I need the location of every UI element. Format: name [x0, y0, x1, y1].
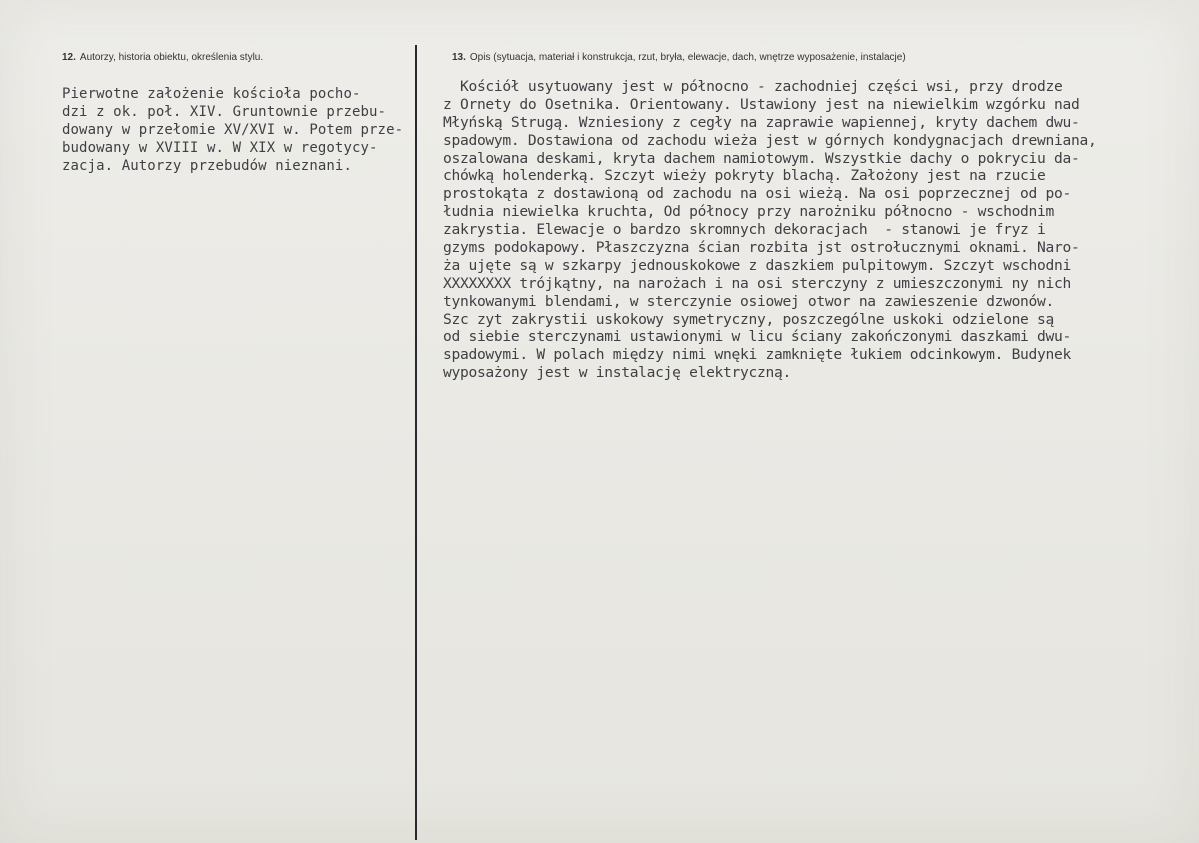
text-line: zakrystia. Elewacje o bardzo skromnych dekoracjach - stanowi je fryz i	[443, 221, 1046, 239]
text-line: prostokąta z dostawioną od zachodu na osi wieżą. Na osi poprzecznej od po-	[443, 185, 1071, 203]
text-line: dzi z ok. poł. XIV. Gruntownie przebu-	[62, 103, 387, 120]
section-12-title: Autorzy, historia obiektu, określenia stylu.	[79, 52, 264, 63]
text-line: wyposażony jest w instalację elektryczną.	[443, 364, 791, 382]
text-line: z Ornety do Osetnika. Orientowany. Ustawiony jest na niewielkim wzgórku nad	[443, 95, 1080, 113]
column-divider	[415, 45, 417, 840]
text-line: łudnia niewielka kruchta, Od północy przy narożniku północno - wschodnim	[443, 203, 1055, 221]
text-line: Kościół usytuowany jest w północno - zachodniej części wsi, przy drodze	[443, 78, 1063, 95]
section-12-text	[62, 86, 403, 175]
text-line: zacja. Autorzy przebudów nieznani.	[62, 157, 352, 174]
section-13-title: Opis (sytuacja, materiał i konstrukcja, rzut, bryła, elewacje, dach, wnętrze wyposażenie, instalacje)	[469, 52, 906, 63]
text-line: spadowym. Dostawiona od zachodu wieża jest w górnych kondygnacjach drewniana,	[443, 131, 1097, 149]
text-line: tynkowanymi blendami, w sterczynie osiowej otwor na zawieszenie dzwonów.	[443, 292, 1055, 310]
text-line: dowany w przełomie XV/XVI w. Potem prze-	[62, 121, 404, 138]
text-line: oszalowana deskami, kryta dachem namiotowym. Wszystkie dachy o pokryciu da-	[443, 149, 1080, 167]
text-line: od siebie sterczynami ustawionymi w licu ściany zakończonymi daszkami dwu-	[443, 328, 1071, 346]
section-13-heading	[452, 52, 906, 63]
text-line: budowany w XVIII w. W XIX w regotycy-	[62, 139, 378, 156]
text-line: gzyms podokapowy. Płaszczyzna ścian rozbita jst ostrołucznymi oknami. Naro-	[443, 239, 1080, 257]
section-13-text	[443, 78, 1096, 382]
text-line: Szc zyt zakrystii uskokowy symetryczny, poszczególne uskoki odzielone są	[443, 310, 1055, 328]
section-12-heading	[62, 52, 263, 63]
text-line: Pierwotne założenie kościoła pocho-	[62, 86, 361, 102]
text-line: XXXXXXXX trójkątny, na narożach i na osi sterczyny z umieszczonymi ny nich	[443, 274, 1071, 292]
text-line: spadowymi. W polach między nimi wnęki zamknięte łukiem odcinkowym. Budynek	[443, 346, 1071, 364]
text-line: ża ujęte są w szkarpy jednouskokowe z daszkiem pulpitowym. Szczyt wschodni	[443, 256, 1071, 274]
text-line: Młyńską Strugą. Wzniesiony z cegły na zaprawie wapiennej, kryty dachem dwu-	[443, 113, 1080, 131]
section-12-number: 12.	[62, 52, 76, 63]
text-line: chówką holenderką. Szczyt wieży pokryty blachą. Założony jest na rzucie	[443, 167, 1046, 185]
section-13-number: 13.	[452, 52, 466, 63]
